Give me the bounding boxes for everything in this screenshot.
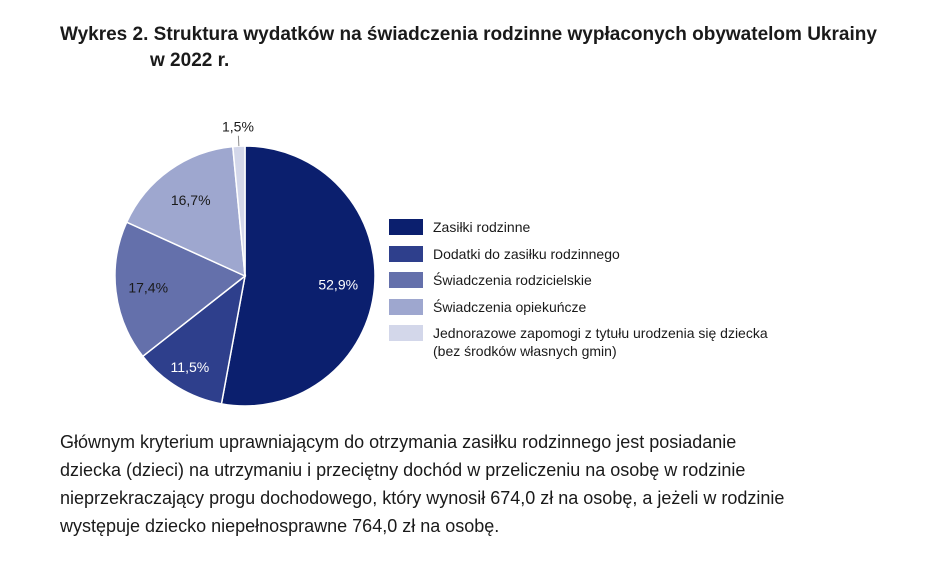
body-paragraph (60, 428, 920, 540)
legend-swatch (389, 272, 423, 288)
legend-swatch (389, 299, 423, 315)
pie-chart (100, 112, 390, 422)
legend-label: Świadczenia opiekuńcze (433, 298, 587, 315)
legend-swatch (389, 325, 423, 341)
legend-item-dodatki (389, 245, 768, 272)
slice-data-label: 1,5% (221, 118, 254, 135)
slice-data-label: 52,9% (318, 276, 359, 293)
chart-title-line-1: Wykres 2. Struktura wydatków na świadczenia rodzinne wypłaconych obywatelom Ukrainy (60, 24, 877, 45)
legend-item-opiekuncze (389, 298, 768, 325)
legend-label: Dodatki do zasiłku rodzinnego (433, 245, 620, 262)
paragraph-line: dziecka (dzieci) na utrzymaniu i przeciętny dochód w przeliczeniu na osobę w rodzinie (60, 460, 746, 480)
slice-data-label: 17,4% (128, 279, 169, 296)
legend-item-zasilki-rodzinne (389, 218, 768, 245)
chart-title-line-2: w 2022 r. (150, 50, 230, 71)
slice-data-label: 11,5% (170, 359, 210, 376)
legend-label: Jednorazowe zapomogi z tytułu urodzenia się dziecka (433, 325, 768, 341)
chart-legend (389, 218, 768, 364)
paragraph-line: Głównym kryterium uprawniającym do otrzymania zasiłku rodzinnego jest posiadanie (60, 432, 737, 452)
legend-label: Zasiłki rodzinne (433, 219, 531, 235)
legend-label: Świadczenia rodzicielskie (433, 272, 592, 288)
legend-swatch (389, 219, 423, 235)
slice-data-label: 16,7% (170, 191, 211, 208)
chart-title (60, 22, 890, 74)
legend-item-zapomogi (389, 324, 768, 364)
legend-item-rodzicielskie (389, 271, 768, 298)
legend-label: (bez środków własnych gmin) (433, 343, 617, 359)
paragraph-line: nieprzekraczający progu dochodowego, który wynosił 674,0 zł na osobę, a jeżeli w rodzinie (60, 488, 785, 508)
paragraph-line: występuje dziecko niepełnosprawne 764,0 zł na osobę. (60, 516, 500, 536)
legend-swatch (389, 246, 423, 262)
